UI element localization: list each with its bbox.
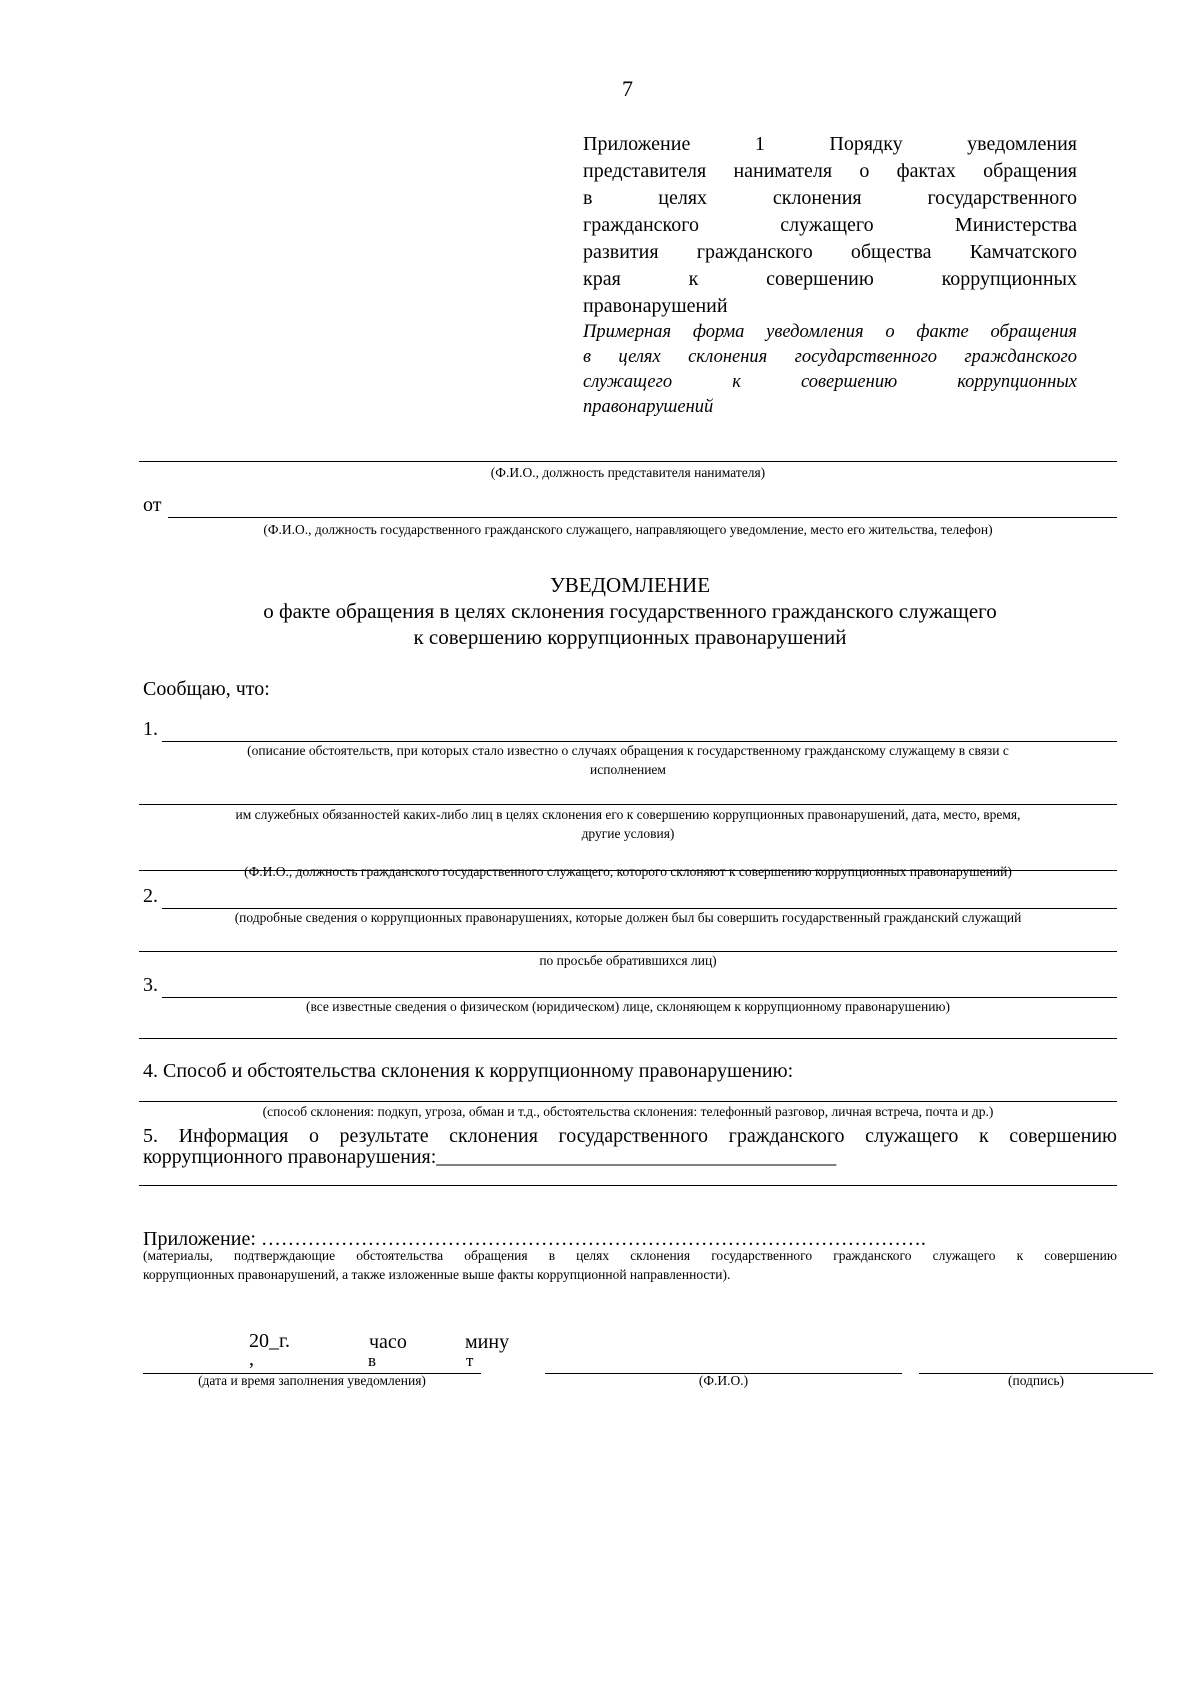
- item-1-number: 1.: [143, 718, 158, 740]
- sender-prefix: от: [143, 494, 162, 516]
- caption-line: коррупционных правонарушений, а также изложенные выше факты коррупционной направленности).: [143, 1267, 731, 1282]
- fio-caption: (Ф.И.О.): [698, 1373, 749, 1388]
- appendix-form-subtitle: [583, 320, 1077, 420]
- notice-subtitle-line1: о факте обращения в целях склонения государственного гражданского служащего: [263, 599, 997, 623]
- appendix-header-line: Приложение 1 Порядку уведомления: [583, 133, 1077, 155]
- appendix-header-line: представителя нанимателя о фактах обращения: [583, 160, 1077, 182]
- signature-comma: ,: [249, 1348, 254, 1370]
- item-5-answer-line[interactable]: [139, 1185, 1117, 1186]
- attachment-caption: [143, 1246, 1117, 1284]
- signature-hours-top: часо: [369, 1331, 407, 1353]
- caption-line: им служебных обязанностей каких-либо лиц в целях склонения его к совершению коррупционных правонарушений, дата, место, время,: [235, 807, 1021, 822]
- signature-hours-bottom: в: [368, 1351, 377, 1370]
- form-subtitle-line: в целях склонения государственного гражданского: [583, 347, 1077, 367]
- caption-line: другие условия): [581, 826, 675, 841]
- notice-heading: УВЕДОМЛЕНИЕ: [549, 573, 711, 597]
- date-time-caption: (дата и время заполнения уведомления): [198, 1373, 426, 1388]
- recipient-line[interactable]: [139, 461, 1117, 462]
- caption-line: (материалы, подтверждающие обстоятельства обращения в целях склонения государственного гражданского служащего к совершению: [143, 1248, 1117, 1263]
- appendix-header-line: развития гражданского общества Камчатского: [583, 241, 1077, 263]
- item-3-caption: (все известные сведения о физическом (юридическом) лице, склоняющем к коррупционному правонарушению): [305, 999, 951, 1014]
- page-number: 7: [622, 76, 633, 101]
- item-4-caption: (способ склонения: подкуп, угроза, обман и т.д., обстоятельства склонения: телефонный разговор, личная встреча, почта и др.): [262, 1104, 994, 1119]
- signature-year: 20_г.: [249, 1330, 290, 1352]
- item-5-line2: коррупционного правонарушения:________________________________________: [143, 1146, 837, 1168]
- sender-line[interactable]: [168, 517, 1117, 518]
- appendix-header-line: гражданского служащего Министерства: [583, 214, 1077, 236]
- appendix-header-line: в целях склонения государственного: [583, 187, 1077, 209]
- appendix-header-line: правонарушений: [583, 295, 728, 317]
- recipient-caption: (Ф.И.О., должность представителя нанимателя): [490, 465, 766, 480]
- appendix-header-line: края к совершению коррупционных: [583, 268, 1077, 290]
- caption-line: исполнением: [590, 762, 666, 777]
- caption-line: (описание обстоятельств, при которых стало известно о случаях обращения к государственному гражданскому служащему в связи с: [247, 743, 1009, 758]
- item-2-caption-a: (подробные сведения о коррупционных правонарушениях, которые должен был бы совершить государственный гражданский служащий: [234, 910, 1022, 925]
- appendix-header: [583, 131, 1077, 320]
- item-5-line1: 5. Информация о результате склонения государственного гражданского служащего к совершению: [143, 1125, 1117, 1147]
- form-subtitle-line: правонарушений: [583, 397, 714, 417]
- form-subtitle-line: Примерная форма уведомления о факте обращения: [583, 322, 1077, 342]
- item-2-number: 2.: [143, 885, 158, 907]
- item-1-caption-b: [139, 805, 1117, 843]
- signature-caption: (подпись): [1007, 1373, 1065, 1388]
- item-1-caption-c: (Ф.И.О., должность гражданского государственного служащего, которого склоняют к совершению коррупционных правонарушений): [244, 864, 1012, 879]
- signature-minutes-top: мину: [465, 1331, 510, 1353]
- item-2-caption-b: по просьбе обратившихся лиц): [539, 953, 717, 968]
- intro-text: Сообщаю, что:: [143, 678, 270, 700]
- item-1-caption-a: [139, 741, 1117, 779]
- form-subtitle-line: служащего к совершению коррупционных: [583, 372, 1077, 392]
- item-4-text: 4. Способ и обстоятельства склонения к коррупционному правонарушению:: [143, 1060, 794, 1082]
- attachment-label: Приложение: ……………………………………………………………………………………….: [143, 1228, 926, 1250]
- signature-minutes-bottom: т: [466, 1351, 474, 1370]
- item-3-number: 3.: [143, 974, 158, 996]
- notice-subtitle-line2: к совершению коррупционных правонарушений: [413, 625, 847, 649]
- sender-caption: (Ф.И.О., должность государственного гражданского служащего, направляющего уведомление, место его жительства, телефон): [263, 522, 993, 537]
- item-3-line-b[interactable]: [139, 1038, 1117, 1039]
